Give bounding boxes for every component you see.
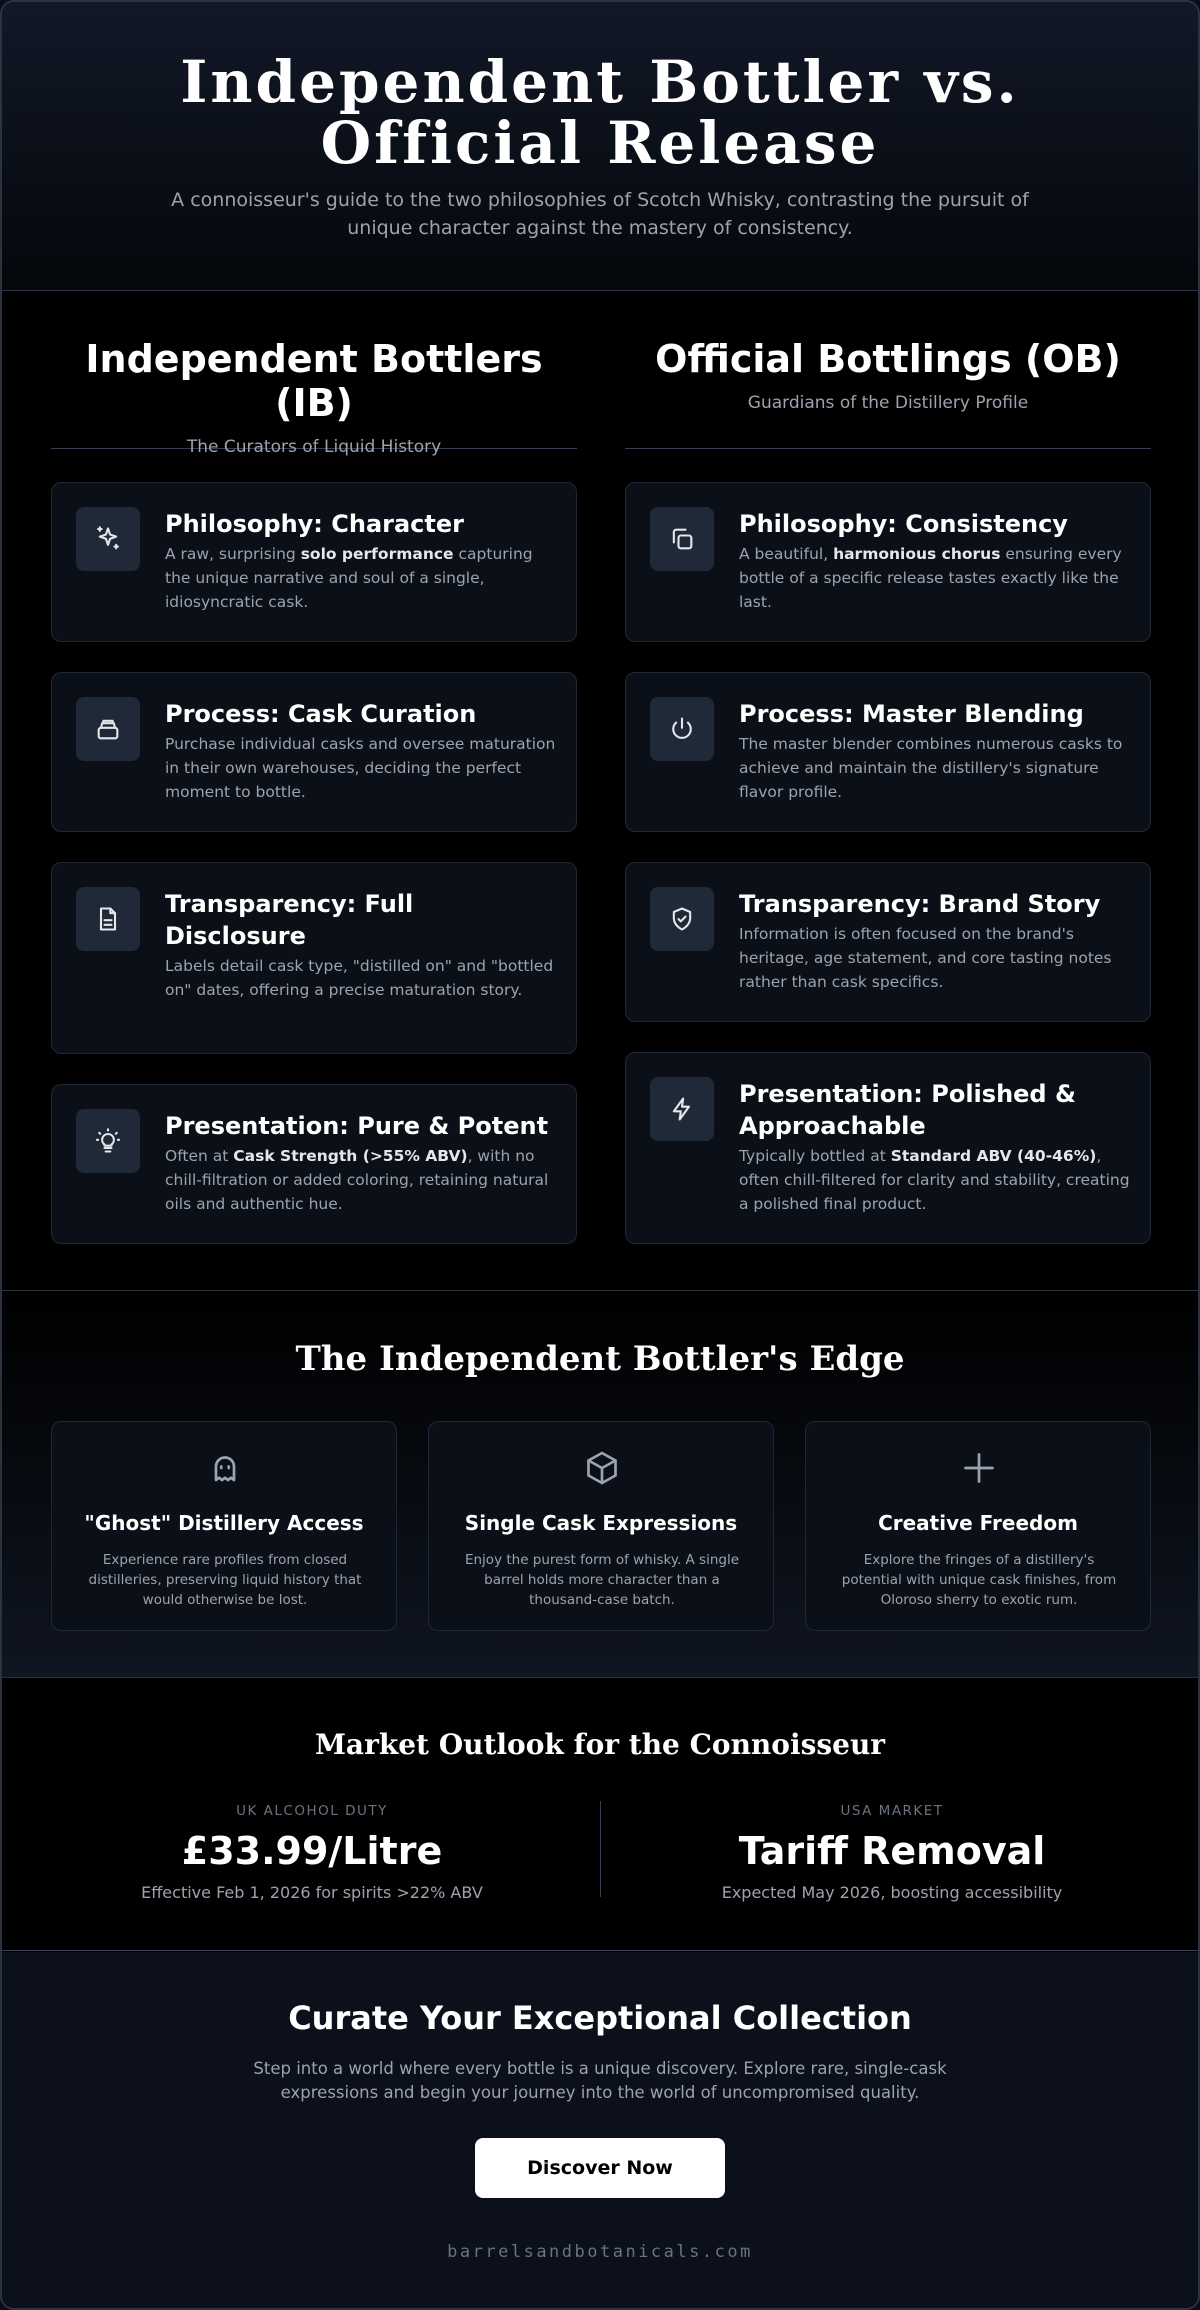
card-description: Information is often focused on the brand's heritage, age statement, and core tasting notes rather than cask specifics. xyxy=(739,925,1112,991)
card-description: Labels detail cask type, "distilled on" and "bottled on" dates, offering a precise maturation story. xyxy=(165,957,554,999)
stat-note: Expected May 2026, boosting accessibility xyxy=(721,1883,1063,1902)
cta-section xyxy=(2,1952,1198,2308)
ob-column xyxy=(625,292,1151,1213)
hero-section xyxy=(2,2,1198,291)
stat-label: UK ALCOHOL DUTY xyxy=(236,1803,388,1819)
feature-title: Creative Freedom xyxy=(878,1511,1078,1535)
comparison-section xyxy=(2,292,1198,1290)
card-title: Philosophy: Character xyxy=(165,510,464,538)
card-description: Often at Cask Strength (>55% ABV), with no chill-filtration or added coloring, retaining natural oils and authentic hue. xyxy=(165,1147,549,1213)
shield-check-icon xyxy=(650,887,714,951)
card-title: Process: Cask Curation xyxy=(165,700,477,728)
ob-subtitle: Guardians of the Distillery Profile xyxy=(747,393,1029,413)
ib-card-transparency xyxy=(51,862,577,1054)
feature-title: Single Cask Expressions xyxy=(464,1511,738,1535)
site-url[interactable]: barrelsandbotanicals.com xyxy=(447,2242,753,2262)
stat-uk-duty xyxy=(32,1803,592,1902)
ib-column xyxy=(51,292,577,1213)
ob-card-presentation xyxy=(625,1052,1151,1244)
ob-card-process xyxy=(625,672,1151,832)
market-section xyxy=(2,1679,1198,1951)
edge-title: The Independent Bottler's Edge xyxy=(295,1339,905,1379)
cask-icon xyxy=(76,697,140,761)
stat-note: Effective Feb 1, 2026 for spirits >22% ABV xyxy=(141,1883,483,1902)
ob-card-transparency xyxy=(625,862,1151,1022)
card-title: Transparency: Full Disclosure xyxy=(165,890,414,950)
feature-card-creative-freedom xyxy=(805,1421,1151,1631)
feature-title: "Ghost" Distillery Access xyxy=(84,1511,364,1535)
feature-card-ghost xyxy=(51,1421,397,1631)
stat-label: USA MARKET xyxy=(840,1803,944,1819)
market-title: Market Outlook for the Connoisseur xyxy=(314,1728,886,1761)
page-title: Independent Bottler vs. Official Release xyxy=(180,48,1020,177)
sparkles-icon xyxy=(76,507,140,571)
card-title: Transparency: Brand Story xyxy=(739,890,1101,918)
card-title: Philosophy: Consistency xyxy=(739,510,1068,538)
ib-header xyxy=(51,292,577,457)
ib-title: Independent Bottlers (IB) xyxy=(85,337,543,425)
lightning-icon xyxy=(650,1077,714,1141)
edge-section xyxy=(2,1290,1198,1678)
card-title: Presentation: Polished & Approachable xyxy=(739,1080,1076,1140)
ghost-icon xyxy=(207,1450,243,1486)
ib-card-presentation xyxy=(51,1084,577,1244)
ib-subtitle: The Curators of Liquid History xyxy=(186,437,442,457)
feature-description: Experience rare profiles from closed distilleries, preserving liquid history that would otherwise be lost. xyxy=(88,1552,362,1608)
ib-card-philosophy xyxy=(51,482,577,642)
ib-card-process xyxy=(51,672,577,832)
feature-card-single-cask xyxy=(428,1421,774,1631)
cta-text: Step into a world where every bottle is a unique discovery. Explore rare, single-cask expressions and begin your journey into the world of uncompromised quality. xyxy=(253,2059,947,2102)
feature-description: Enjoy the purest form of whisky. A single barrel holds more character than a thousand-case batch. xyxy=(464,1552,740,1608)
ob-title: Official Bottlings (OB) xyxy=(655,337,1121,381)
card-title: Presentation: Pure & Potent xyxy=(165,1112,549,1140)
card-description: A beautiful, harmonious chorus ensuring every bottle of a specific release tastes exactly like the last. xyxy=(739,545,1122,611)
card-title: Process: Master Blending xyxy=(739,700,1084,728)
discover-now-button[interactable]: Discover Now xyxy=(475,2138,725,2198)
copy-icon xyxy=(650,507,714,571)
feature-description: Explore the fringes of a distillery's potential with unique cask finishes, from Oloroso sherry to exotic rum. xyxy=(841,1552,1117,1608)
stat-usa-market xyxy=(612,1803,1172,1902)
ob-header xyxy=(625,292,1151,449)
box-icon xyxy=(584,1450,620,1486)
plus-icon xyxy=(961,1450,997,1486)
lightbulb-icon xyxy=(76,1109,140,1173)
stat-value: £33.99/Litre xyxy=(181,1829,443,1873)
page-subtitle: A connoisseur's guide to the two philosophies of Scotch Whisky, contrasting the pursuit of unique character against the mastery of consistency. xyxy=(171,189,1029,239)
card-description: A raw, surprising solo performance capturing the unique narrative and soul of a single, idiosyncratic cask. xyxy=(165,545,533,611)
ob-card-philosophy xyxy=(625,482,1151,642)
power-icon xyxy=(650,697,714,761)
cta-title: Curate Your Exceptional Collection xyxy=(288,1999,912,2037)
card-description: Typically bottled at Standard ABV (40-46%), often chill-filtered for clarity and stability, creating a polished final product. xyxy=(739,1147,1130,1213)
stat-value: Tariff Removal xyxy=(738,1829,1046,1873)
card-description: Purchase individual casks and oversee maturation in their own warehouses, deciding the perfect moment to bottle. xyxy=(165,735,556,801)
document-icon xyxy=(76,887,140,951)
card-description: The master blender combines numerous casks to achieve and maintain the distillery's signature flavor profile. xyxy=(739,735,1123,801)
stat-divider xyxy=(600,1801,601,1897)
